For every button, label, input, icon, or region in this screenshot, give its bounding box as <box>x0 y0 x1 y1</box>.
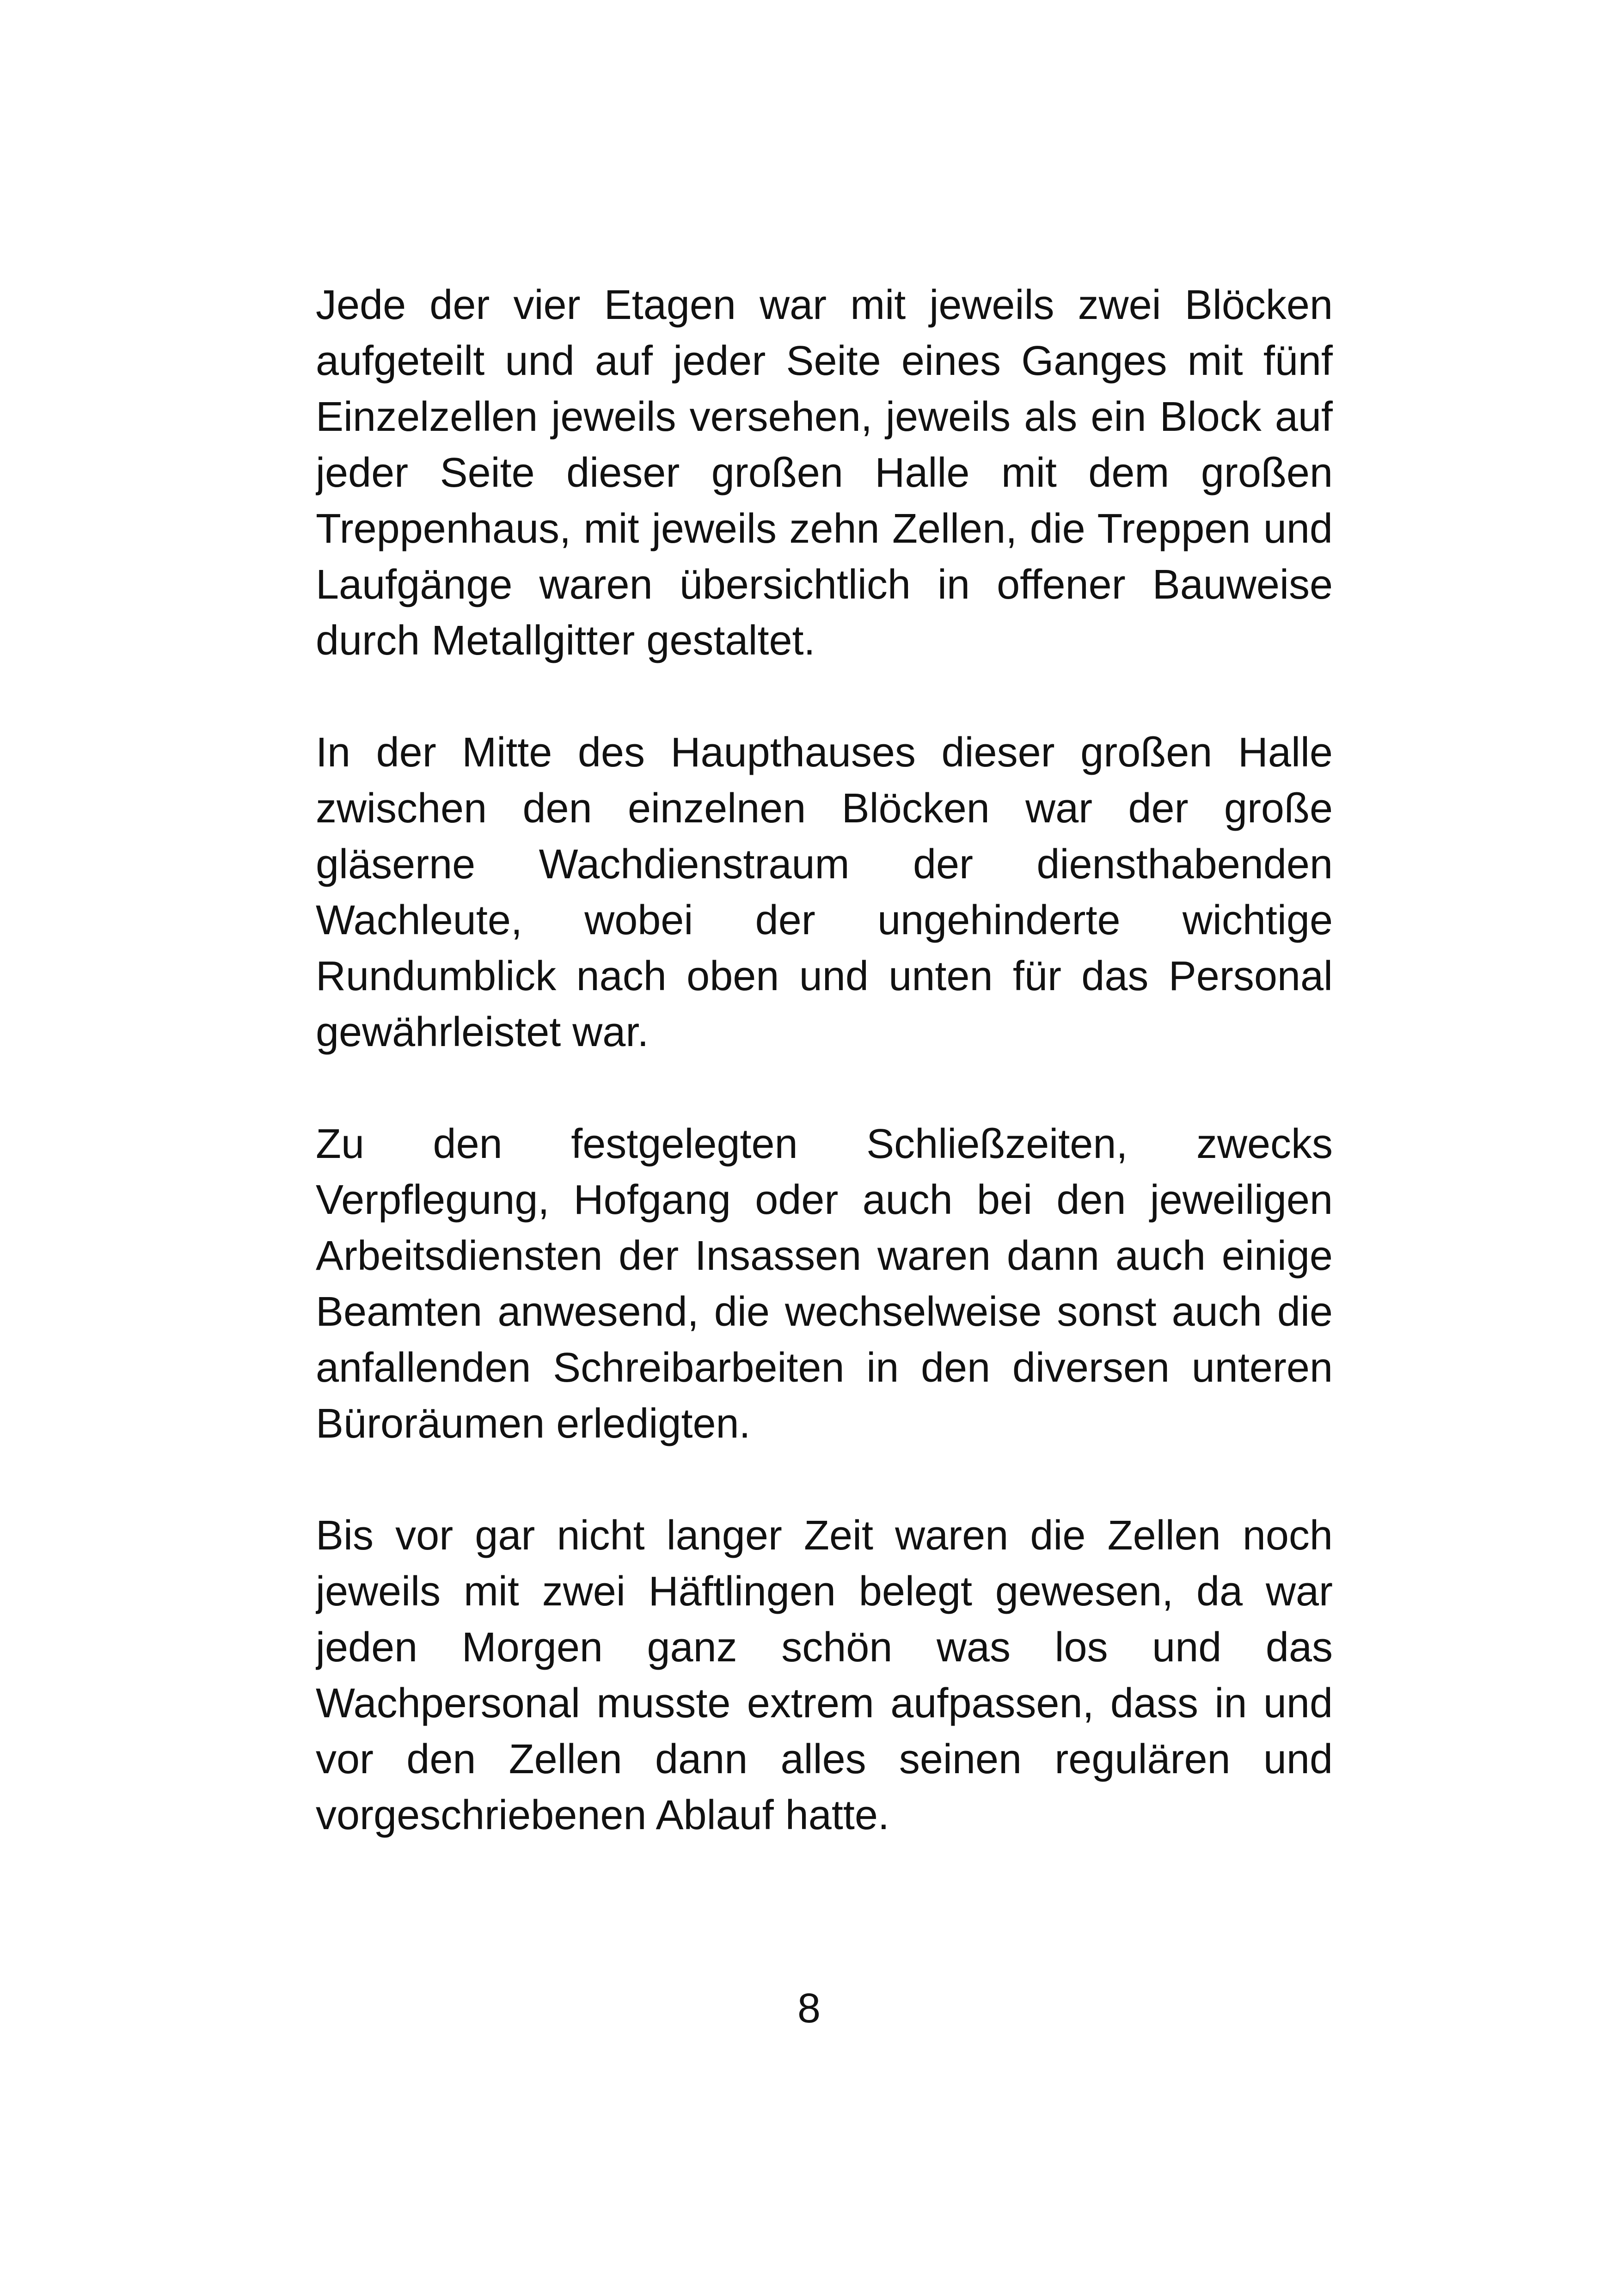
text-line: Bis vor gar nicht langer Zeit waren die Zellen noch <box>316 1512 1333 1559</box>
text-line: Zu den festgelegten Schließzeiten, zwecks <box>316 1121 1333 1167</box>
text-line: aufgeteilt und auf jeder Seite eines Ganges mit fünf <box>316 338 1333 384</box>
text-line: Verpflegung, Hofgang oder auch bei den jeweiligen <box>316 1177 1333 1223</box>
text-line: Büroräumen erledigten. <box>316 1401 751 1447</box>
text-line: Arbeitsdiensten der Insassen waren dann auch einige <box>316 1233 1333 1279</box>
text-line: vorgeschriebenen Ablauf hatte. <box>316 1792 889 1838</box>
text-line: Beamten anwesend, die wechselweise sonst auch die <box>316 1289 1333 1335</box>
text-line: gewährleistet war. <box>316 1009 649 1055</box>
text-line: jeweils mit zwei Häftlingen belegt gewesen, da war <box>316 1568 1333 1615</box>
text-line: Rundumblick nach oben und unten für das Personal <box>316 953 1333 999</box>
text-line: Wachleute, wobei der ungehinderte wichtige <box>316 897 1333 943</box>
text-line: Wachpersonal musste extrem aufpassen, dass in und <box>316 1680 1333 1727</box>
text-line: In der Mitte des Haupthauses dieser großen Halle <box>316 729 1333 776</box>
paragraph-2 <box>316 725 1333 1060</box>
paragraph-4 <box>316 1508 1333 1843</box>
text-line: anfallenden Schreibarbeiten in den diversen unteren <box>316 1345 1333 1391</box>
body-text <box>316 277 1333 1899</box>
text-line: durch Metallgitter gestaltet. <box>316 618 815 664</box>
text-line: Jede der vier Etagen war mit jeweils zwei Blöcken <box>316 282 1333 328</box>
text-line: Treppenhaus, mit jeweils zehn Zellen, die Treppen und <box>316 506 1333 552</box>
paragraph-1 <box>316 277 1333 669</box>
text-line: jeden Morgen ganz schön was los und das <box>316 1624 1333 1671</box>
text-line: Laufgänge waren übersichtlich in offener Bauweise <box>316 562 1333 608</box>
paragraph-3 <box>316 1116 1333 1452</box>
text-line: jeder Seite dieser großen Halle mit dem großen <box>316 450 1333 496</box>
text-line: zwischen den einzelnen Blöcken war der große <box>316 785 1333 832</box>
text-line: Einzelzellen jeweils versehen, jeweils als ein Block auf <box>316 394 1333 440</box>
text-line: vor den Zellen dann alles seinen regulären und <box>316 1736 1333 1782</box>
text-line: gläserne Wachdienstraum der diensthabenden <box>316 841 1333 888</box>
page-number: 8 <box>797 1985 821 2032</box>
